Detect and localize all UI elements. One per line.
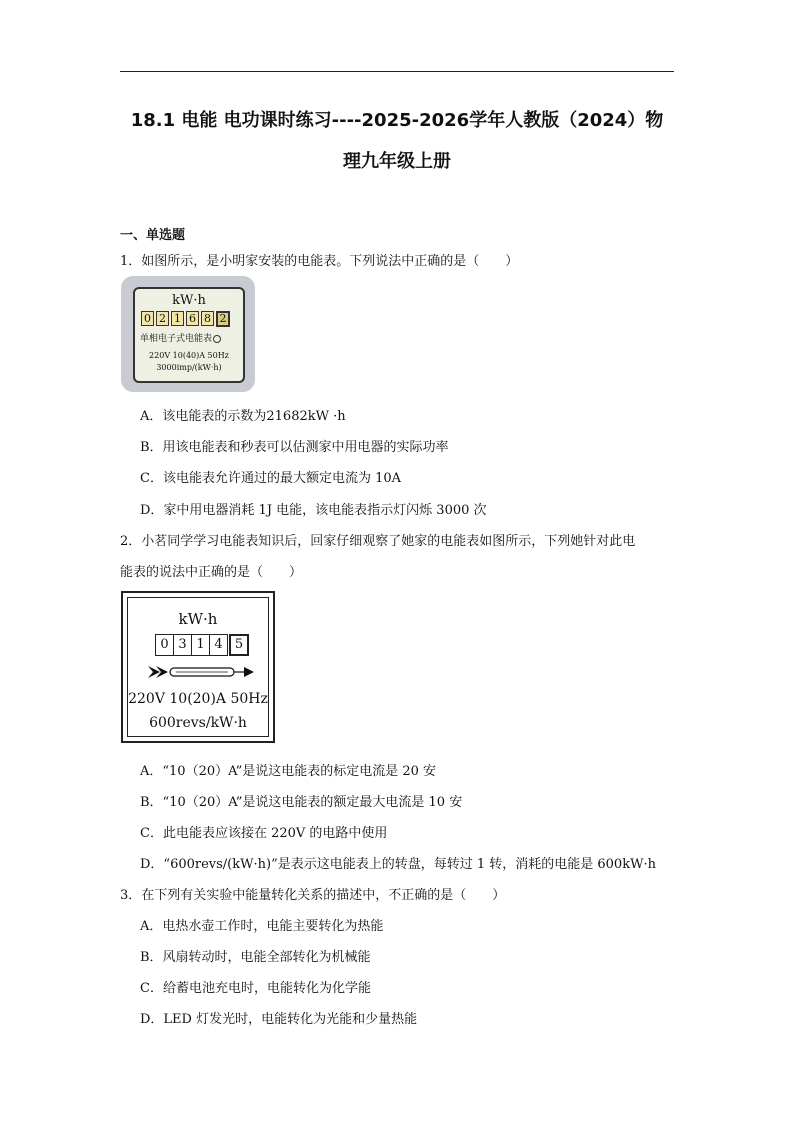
- meter-2-digit: 4: [209, 634, 228, 656]
- electric-meter-figure-2: [121, 591, 275, 743]
- question-1-option-d: D．家中用电器消耗 1J 电能，该电能表指示灯闪烁 3000 次: [140, 503, 487, 518]
- document-title-line1: 18.1 电能 电功课时练习----2025-2026学年人教版（2024）物: [130, 110, 664, 131]
- meter-1-digit: 1: [171, 311, 184, 326]
- meter-2-spec-constant: 600revs/kW·h: [149, 715, 247, 731]
- question-2-option-b: B．“10（20）A”是说这电能表的额定最大电流是 10 安: [140, 795, 463, 810]
- question-1-option-c: C．该电能表允许通过的最大额定电流为 10A: [140, 471, 402, 486]
- meter-1-digit: 2: [156, 311, 169, 326]
- question-2-option-c: C．此电能表应该接在 220V 的电路中使用: [140, 826, 388, 841]
- meter-1-digit: 0: [141, 311, 154, 326]
- question-3-option-d: D．LED 灯发光时，电能转化为光能和少量热能: [140, 1012, 418, 1027]
- electric-meter-figure-1: [121, 276, 255, 392]
- indicator-light-icon: [213, 335, 221, 343]
- meter-1-unit: kW·h: [172, 293, 206, 308]
- section-heading: 一、单选题: [120, 228, 186, 243]
- question-1-option-a: A．该电能表的示数为21682kW ·h: [140, 409, 346, 424]
- meter-1-spec-constant: 3000imp/(kW·h): [156, 363, 222, 372]
- meter-1-digits: [141, 311, 230, 327]
- question-1-option-b: B．用该电能表和秒表可以估测家中用电器的实际功率: [140, 440, 449, 455]
- meter-1-digit-decimal: 2: [216, 311, 230, 327]
- meter-1-spec-rating: 220V 10(40)A 50Hz: [149, 351, 229, 360]
- rotating-disc-arrow-icon: [148, 664, 254, 680]
- meter-2-digit: 1: [191, 634, 210, 656]
- meter-1-name-text: 单相电子式电能表: [140, 334, 213, 344]
- question-2-option-a: A．“10（20）A”是说这电能表的标定电流是 20 安: [140, 764, 437, 779]
- meter-1-name: [140, 331, 221, 344]
- document-title-line2: 理九年级上册: [343, 151, 451, 172]
- meter-1-digit: 8: [201, 311, 214, 326]
- question-2-stem-line2: 能表的说法中正确的是（ ）: [120, 565, 303, 580]
- question-2-option-d: D．“600revs/(kW·h)”是表示这电能表上的转盘，每转过 1 转，消耗的电能是 600kW·h: [140, 857, 656, 872]
- question-2-stem-line1: 2．小茗同学学习电能表知识后，回家仔细观察了她家的电能表如图所示，下列她针对此电: [120, 534, 636, 549]
- meter-1-digit: 6: [186, 311, 199, 326]
- meter-2-spec-rating: 220V 10(20)A 50Hz: [128, 691, 268, 707]
- question-3-option-a: A．电热水壶工作时，电能主要转化为热能: [140, 919, 384, 934]
- question-3-option-c: C．给蓄电池充电时，电能转化为化学能: [140, 981, 371, 996]
- meter-2-unit: kW·h: [178, 610, 218, 628]
- header-rule: [120, 71, 674, 72]
- question-1-stem: 1．如图所示，是小明家安装的电能表。下列说法中正确的是（ ）: [120, 254, 519, 269]
- meter-2-digit-decimal: 5: [229, 634, 249, 656]
- meter-2-digits: [155, 634, 248, 656]
- meter-2-panel: [127, 597, 269, 737]
- meter-2-digit: 0: [155, 634, 174, 656]
- question-3-option-b: B．风扇转动时，电能全部转化为机械能: [140, 950, 371, 965]
- meter-2-digit: 3: [173, 634, 192, 656]
- question-3-stem: 3．在下列有关实验中能量转化关系的描述中，不正确的是（ ）: [120, 888, 506, 903]
- meter-1-panel: [133, 287, 245, 383]
